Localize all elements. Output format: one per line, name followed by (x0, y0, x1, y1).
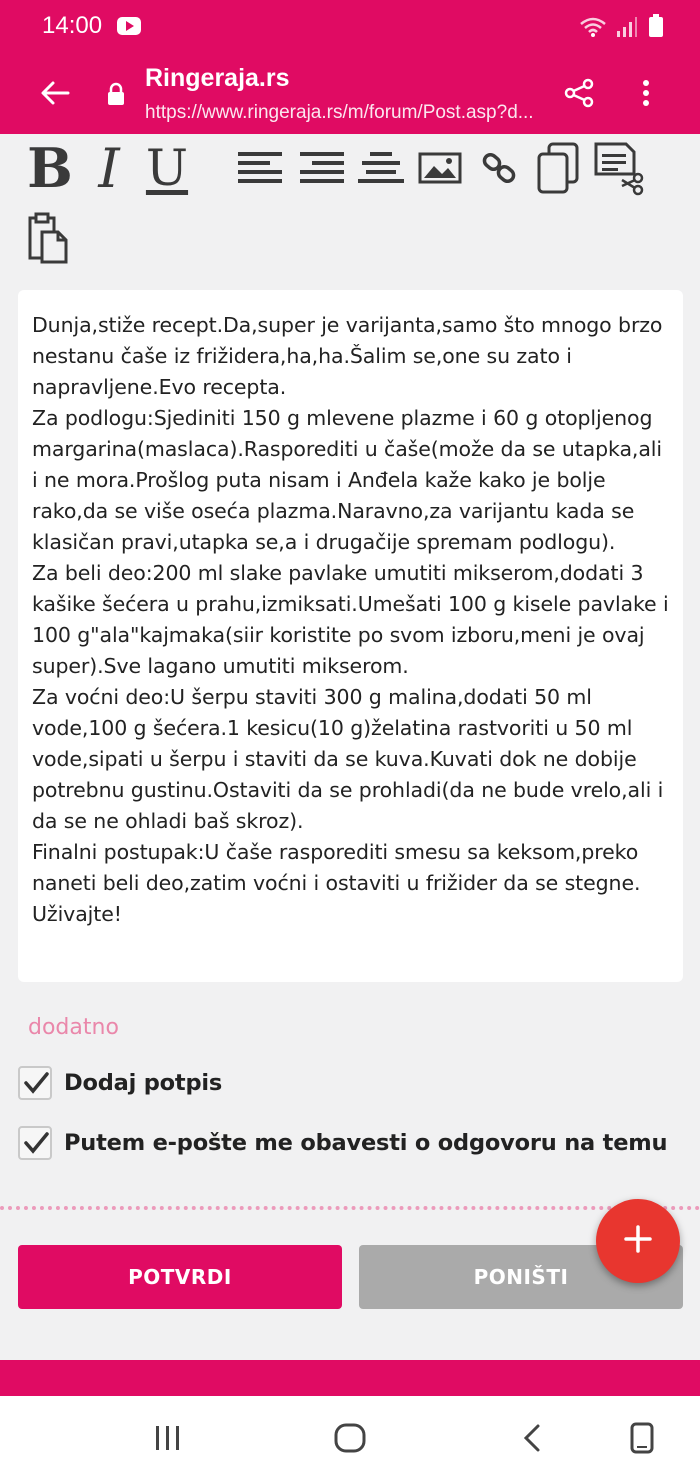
cancel-button[interactable]: PONIŠTI (359, 1245, 683, 1309)
status-icons (580, 14, 664, 38)
confirm-button[interactable]: POTVRDI (18, 1245, 342, 1309)
status-time: 14:00 (42, 12, 103, 39)
site-title[interactable]: Ringeraja.rs (145, 64, 290, 92)
footer-strip (0, 1360, 700, 1396)
home-icon[interactable] (330, 1418, 370, 1458)
section-label-dodatno: dodatno (28, 1015, 119, 1040)
email-notify-option[interactable] (18, 1126, 667, 1160)
email-notify-checkbox[interactable] (18, 1126, 52, 1160)
site-url[interactable]: https://www.ringeraja.rs/m/forum/Post.asp?d... (145, 102, 534, 123)
back-icon[interactable] (514, 1418, 554, 1458)
status-bar (0, 0, 700, 56)
wifi-icon (580, 16, 606, 38)
battery-icon (648, 14, 664, 38)
rotate-icon[interactable] (622, 1418, 662, 1458)
align-left-icon[interactable] (236, 146, 286, 190)
image-icon[interactable] (416, 146, 464, 190)
post-editor[interactable] (18, 290, 683, 982)
add-signature-checkbox[interactable] (18, 1066, 52, 1100)
lock-icon (106, 82, 126, 106)
add-signature-label: Dodaj potpis (64, 1070, 223, 1096)
divider (0, 1206, 700, 1210)
youtube-icon (117, 17, 141, 35)
system-nav-bar (0, 1396, 700, 1478)
fab-add-button[interactable] (596, 1199, 680, 1283)
signal-icon (616, 16, 638, 38)
add-signature-option[interactable] (18, 1066, 222, 1100)
share-icon[interactable] (562, 76, 596, 110)
align-center-icon[interactable] (356, 146, 406, 190)
browser-toolbar (0, 56, 700, 134)
italic-button[interactable]: I (98, 136, 120, 200)
cut-icon[interactable] (592, 140, 648, 196)
copy-icon[interactable] (534, 140, 582, 196)
align-right-icon[interactable] (296, 146, 346, 190)
paste-icon[interactable] (26, 212, 70, 266)
plus-icon (623, 1224, 653, 1258)
post-text[interactable]: Dunja,stiže recept.Da,super je varijanta,samo što mnogo brzo nestanu čaše iz frižidera,ha,ha.Šalim se,one su zato i napravljene.Evo recepta. Za podlogu:Sjediniti 150 g mlevene plazme i 60 g otopljenog margarina(maslaca).Rasporediti u čaše(može da se utapka,ali i ne mora.Prošlog puta nisam i Anđela kaže kako je bolje rako,da se više oseća plazma.Naravno,za varijantu kada se klasičan pravi,utapka se,a i drugačije spremam podlogu). Za beli deo:200 ml slake pavlake umutiti mikserom,dodati 3 kašike šećera u prahu,izmiksati.Umešati 100 g kisele pavlake i 100 g"ala"kajmaka(siir koristite po svom izboru,meni je ovaj super).Sve lagano umutiti mikserom. Za voćni deo:U šerpu staviti 300 g malina,dodati 50 ml vode,100 g šećera.1 kesicu(10 g)želatina rastvoriti u 50 ml vode,sipati u šerpu i staviti da se kuva.Kuvati dok ne dobije potrebnu gustinu.Ostaviti da se prohladi(da ne bude vrelo,ali i da se ne ohladi baš skroz). Finalni postupak:U čaše rasporediti smesu sa keksom,preko naneti beli deo,zatim voćni i ostaviti u frižider da se stegne. Uživajte! (32, 313, 669, 926)
bold-button[interactable]: B (27, 136, 73, 200)
back-arrow-icon[interactable] (38, 76, 72, 110)
email-notify-label: Putem e-pošte me obavesti o odgovoru na temu (64, 1130, 668, 1156)
recent-apps-icon[interactable] (148, 1418, 188, 1458)
more-vert-icon[interactable] (632, 76, 660, 110)
link-icon[interactable] (478, 146, 522, 190)
underline-button[interactable]: U (145, 139, 189, 197)
